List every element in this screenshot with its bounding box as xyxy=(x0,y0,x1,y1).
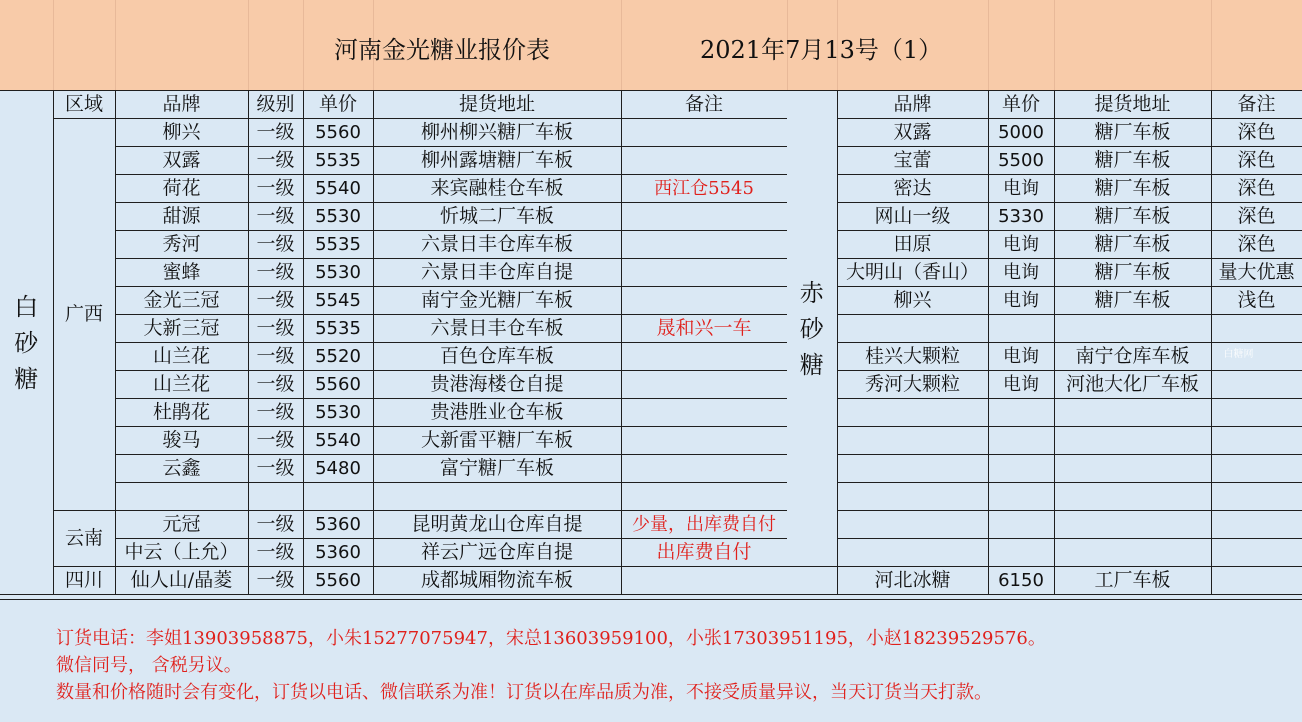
note-cell: 晟和兴一车 xyxy=(621,315,787,343)
brand-cell: 云鑫 xyxy=(115,455,248,483)
brand-cell: 柳兴 xyxy=(115,119,248,147)
table-row xyxy=(787,511,1302,539)
price-cell: 5560 xyxy=(303,371,373,399)
table-row xyxy=(787,455,1302,483)
price-cell xyxy=(988,399,1054,427)
location-cell: 富宁糖厂车板 xyxy=(373,455,621,483)
brand-cell: 双露 xyxy=(115,147,248,175)
brand-cell: 大新三冠 xyxy=(115,315,248,343)
white-sugar-category xyxy=(0,91,53,595)
column-header-brand: 品牌 xyxy=(837,91,988,119)
location-cell: 百色仓库车板 xyxy=(373,343,621,371)
table-row xyxy=(0,539,787,567)
grade-cell: 一级 xyxy=(248,567,303,595)
table-row xyxy=(787,371,1302,399)
brand-cell: 蜜蜂 xyxy=(115,259,248,287)
location-cell: 贵港胜业仓车板 xyxy=(373,399,621,427)
price-cell: 5540 xyxy=(303,427,373,455)
brand-cell xyxy=(837,539,988,567)
price-cell: 电询 xyxy=(988,175,1054,203)
note-cell xyxy=(1211,427,1302,455)
grade-cell: 一级 xyxy=(248,231,303,259)
location-cell xyxy=(1054,315,1211,343)
price-cell: 5560 xyxy=(303,567,373,595)
order-contacts: 订货电话：李姐13903958875，小朱15277075947，宋总13603959100，小张17303951195，小赵18239529576。 xyxy=(56,628,1046,649)
note-cell: 西江仓5545 xyxy=(621,175,787,203)
location-cell xyxy=(1054,399,1211,427)
category-char: 砂 xyxy=(14,328,39,357)
location-cell: 来宾融桂仓车板 xyxy=(373,175,621,203)
location-cell: 工厂车板 xyxy=(1054,567,1211,595)
table-row xyxy=(787,231,1302,259)
table-row xyxy=(787,483,1302,511)
brand-cell xyxy=(115,483,248,511)
brand-cell: 双露 xyxy=(837,119,988,147)
note-cell xyxy=(621,427,787,455)
note-cell xyxy=(1211,483,1302,511)
location-cell xyxy=(1054,455,1211,483)
price-cell: 5545 xyxy=(303,287,373,315)
note-cell: 少量，出库费自付 xyxy=(621,511,787,539)
grade-cell: 一级 xyxy=(248,175,303,203)
blank-cell xyxy=(787,567,837,595)
table-row xyxy=(0,203,787,231)
wechat-note: 微信同号， 含税另议。 xyxy=(56,655,242,676)
grade-cell: 一级 xyxy=(248,539,303,567)
note-cell xyxy=(621,343,787,371)
brand-cell: 密达 xyxy=(837,175,988,203)
location-cell: 糖厂车板 xyxy=(1054,119,1211,147)
location-cell xyxy=(1054,427,1211,455)
grid-line xyxy=(1211,0,1212,90)
note-cell xyxy=(621,203,787,231)
price-cell: 5360 xyxy=(303,539,373,567)
location-cell: 柳州露塘糖厂车板 xyxy=(373,147,621,175)
grade-cell: 一级 xyxy=(248,259,303,287)
brand-cell xyxy=(837,455,988,483)
grade-cell: 一级 xyxy=(248,315,303,343)
column-header-price: 单价 xyxy=(988,91,1054,119)
region-cell: 云南 xyxy=(53,511,115,567)
note-cell xyxy=(621,399,787,427)
grade-cell: 一级 xyxy=(248,371,303,399)
price-cell: 电询 xyxy=(988,259,1054,287)
page-title: 河南金光糖业报价表 xyxy=(334,36,550,64)
location-cell xyxy=(1054,483,1211,511)
note-cell xyxy=(621,455,787,483)
table-row xyxy=(787,175,1302,203)
location-cell: 糖厂车板 xyxy=(1054,147,1211,175)
location-cell: 南宁仓库车板 xyxy=(1054,343,1211,371)
table-row xyxy=(0,287,787,315)
header-row xyxy=(0,91,787,119)
location-cell xyxy=(373,483,621,511)
grid-line xyxy=(1054,0,1055,90)
brand-cell: 中云（上允） xyxy=(115,539,248,567)
grade-cell: 一级 xyxy=(248,427,303,455)
table-row xyxy=(787,287,1302,315)
price-cell xyxy=(988,539,1054,567)
table-row xyxy=(0,343,787,371)
category-char: 糖 xyxy=(14,364,39,393)
price-cell: 5480 xyxy=(303,455,373,483)
price-cell: 5360 xyxy=(303,511,373,539)
brand-cell: 元冠 xyxy=(115,511,248,539)
price-cell: 电询 xyxy=(988,343,1054,371)
price-cell: 5530 xyxy=(303,399,373,427)
location-cell xyxy=(1054,539,1211,567)
price-cell: 5560 xyxy=(303,119,373,147)
column-header-grade: 级别 xyxy=(248,91,303,119)
column-header-brand: 品牌 xyxy=(115,91,248,119)
brand-cell: 秀河 xyxy=(115,231,248,259)
price-cell: 5535 xyxy=(303,315,373,343)
note-cell: 深色 xyxy=(1211,119,1302,147)
brand-cell: 大明山（香山） xyxy=(837,259,988,287)
brand-cell xyxy=(837,315,988,343)
column-header-region: 区域 xyxy=(53,91,115,119)
watermark: 白糖网 xyxy=(1223,349,1254,360)
location-cell: 昆明黄龙山仓库自提 xyxy=(373,511,621,539)
brand-cell: 网山一级 xyxy=(837,203,988,231)
location-cell: 糖厂车板 xyxy=(1054,175,1211,203)
price-cell: 5500 xyxy=(988,147,1054,175)
note-cell xyxy=(621,231,787,259)
table-row xyxy=(0,567,787,595)
price-cell xyxy=(988,511,1054,539)
grid-line xyxy=(53,0,54,90)
table-row xyxy=(0,427,787,455)
brand-cell: 骏马 xyxy=(115,427,248,455)
note-cell xyxy=(621,287,787,315)
table-row xyxy=(787,259,1302,287)
price-cell: 5330 xyxy=(988,203,1054,231)
note-cell xyxy=(621,483,787,511)
brand-cell: 柳兴 xyxy=(837,287,988,315)
table-row xyxy=(787,343,1302,371)
table-row xyxy=(0,119,787,147)
price-cell: 5530 xyxy=(303,203,373,231)
terms-note: 数量和价格随时会有变化，订货以电话、微信联系为准！订货以在库品质为准，不接受质量异议，当天订货当天打款。 xyxy=(56,682,992,703)
region-cell: 广西 xyxy=(53,119,115,511)
note-cell xyxy=(621,259,787,287)
price-cell: 5000 xyxy=(988,119,1054,147)
table-row xyxy=(0,315,787,343)
note-cell: 深色 xyxy=(1211,231,1302,259)
price-cell: 5535 xyxy=(303,147,373,175)
note-cell xyxy=(621,567,787,595)
location-cell: 成都城厢物流车板 xyxy=(373,567,621,595)
table-row xyxy=(787,539,1302,567)
grade-cell: 一级 xyxy=(248,455,303,483)
brand-cell xyxy=(837,483,988,511)
table-row xyxy=(0,147,787,175)
location-cell: 大新雷平糖厂车板 xyxy=(373,427,621,455)
table-row xyxy=(0,231,787,259)
price-cell: 5520 xyxy=(303,343,373,371)
table-row xyxy=(0,259,787,287)
location-cell: 六景日丰仓库车板 xyxy=(373,231,621,259)
brand-cell: 宝蕾 xyxy=(837,147,988,175)
note-cell xyxy=(1211,371,1302,399)
location-cell: 贵港海楼仓自提 xyxy=(373,371,621,399)
quote-date: 2021年7月13号（1） xyxy=(700,36,943,64)
table-row xyxy=(787,147,1302,175)
table-row xyxy=(0,455,787,483)
brand-cell: 荷花 xyxy=(115,175,248,203)
region-cell: 四川 xyxy=(53,567,115,595)
table-row xyxy=(787,427,1302,455)
grade-cell: 一级 xyxy=(248,119,303,147)
location-cell: 河池大化厂车板 xyxy=(1054,371,1211,399)
brand-cell xyxy=(837,511,988,539)
grade-cell: 一级 xyxy=(248,287,303,315)
price-cell xyxy=(988,483,1054,511)
column-header-location: 提货地址 xyxy=(373,91,621,119)
location-cell: 祥云广远仓库自提 xyxy=(373,539,621,567)
location-cell: 六景日丰仓库自提 xyxy=(373,259,621,287)
note-cell xyxy=(1211,567,1302,595)
header-banner xyxy=(0,0,1302,91)
table-row xyxy=(0,175,787,203)
category-char: 砂 xyxy=(799,314,824,343)
table-row xyxy=(787,119,1302,147)
price-cell xyxy=(303,483,373,511)
category-char: 糖 xyxy=(799,350,824,379)
note-cell xyxy=(1211,539,1302,567)
price-cell xyxy=(988,427,1054,455)
brand-cell: 田原 xyxy=(837,231,988,259)
price-cell: 6150 xyxy=(988,567,1054,595)
note-cell: 深色 xyxy=(1211,175,1302,203)
brand-cell: 河北冰糖 xyxy=(837,567,988,595)
brand-cell xyxy=(837,399,988,427)
price-cell: 电询 xyxy=(988,371,1054,399)
grade-cell: 一级 xyxy=(248,203,303,231)
brand-cell xyxy=(837,427,988,455)
table-row xyxy=(0,371,787,399)
location-cell: 糖厂车板 xyxy=(1054,259,1211,287)
table-row xyxy=(0,483,787,511)
price-cell: 5530 xyxy=(303,259,373,287)
column-header-location: 提货地址 xyxy=(1054,91,1211,119)
grid-line xyxy=(303,0,304,90)
price-cell: 5535 xyxy=(303,231,373,259)
grid-line xyxy=(988,0,989,90)
ice-sugar-row xyxy=(787,567,1302,595)
location-cell: 糖厂车板 xyxy=(1054,203,1211,231)
grade-cell: 一级 xyxy=(248,147,303,175)
brown-sugar-table xyxy=(787,90,1302,595)
price-cell xyxy=(988,315,1054,343)
table-row xyxy=(787,315,1302,343)
table-row xyxy=(787,399,1302,427)
category-char: 白 xyxy=(14,292,39,321)
note-cell: 深色 xyxy=(1211,203,1302,231)
grade-cell: 一级 xyxy=(248,511,303,539)
column-header-note: 备注 xyxy=(1211,91,1302,119)
order-info-footer xyxy=(0,599,1302,722)
price-cell: 电询 xyxy=(988,231,1054,259)
column-header-note: 备注 xyxy=(621,91,787,119)
grade-cell xyxy=(248,483,303,511)
note-cell xyxy=(1211,399,1302,427)
category-char: 赤 xyxy=(799,278,824,307)
brand-cell: 山兰花 xyxy=(115,343,248,371)
location-cell: 忻城二厂车板 xyxy=(373,203,621,231)
price-cell: 5540 xyxy=(303,175,373,203)
location-cell: 柳州柳兴糖厂车板 xyxy=(373,119,621,147)
brown-sugar-category xyxy=(787,91,837,567)
grade-cell: 一级 xyxy=(248,399,303,427)
white-sugar-table xyxy=(0,90,788,595)
note-cell xyxy=(1211,511,1302,539)
location-cell: 六景日丰仓车板 xyxy=(373,315,621,343)
note-cell: 量大优惠 xyxy=(1211,259,1302,287)
note-cell: 浅色 xyxy=(1211,287,1302,315)
location-cell: 糖厂车板 xyxy=(1054,231,1211,259)
table-row xyxy=(0,399,787,427)
column-header-price: 单价 xyxy=(303,91,373,119)
price-cell: 电询 xyxy=(988,287,1054,315)
table-row xyxy=(787,203,1302,231)
note-cell: 深色 xyxy=(1211,147,1302,175)
location-cell xyxy=(1054,511,1211,539)
location-cell: 糖厂车板 xyxy=(1054,287,1211,315)
brand-cell: 杜鹃花 xyxy=(115,399,248,427)
brand-cell: 秀河大颗粒 xyxy=(837,371,988,399)
brand-cell: 金光三冠 xyxy=(115,287,248,315)
note-cell: 出库费自付 xyxy=(621,539,787,567)
grid-line xyxy=(248,0,249,90)
brand-cell: 桂兴大颗粒 xyxy=(837,343,988,371)
brand-cell: 山兰花 xyxy=(115,371,248,399)
note-cell xyxy=(1211,343,1302,371)
note-cell xyxy=(621,119,787,147)
grid-line xyxy=(621,0,622,90)
grid-line xyxy=(115,0,116,90)
note-cell xyxy=(621,147,787,175)
table-row xyxy=(0,511,787,539)
grade-cell: 一级 xyxy=(248,343,303,371)
note-cell xyxy=(1211,455,1302,483)
price-cell xyxy=(988,455,1054,483)
brand-cell: 甜源 xyxy=(115,203,248,231)
note-cell xyxy=(1211,315,1302,343)
header-row xyxy=(787,91,1302,119)
location-cell: 南宁金光糖厂车板 xyxy=(373,287,621,315)
note-cell xyxy=(621,371,787,399)
brand-cell: 仙人山/晶菱 xyxy=(115,567,248,595)
